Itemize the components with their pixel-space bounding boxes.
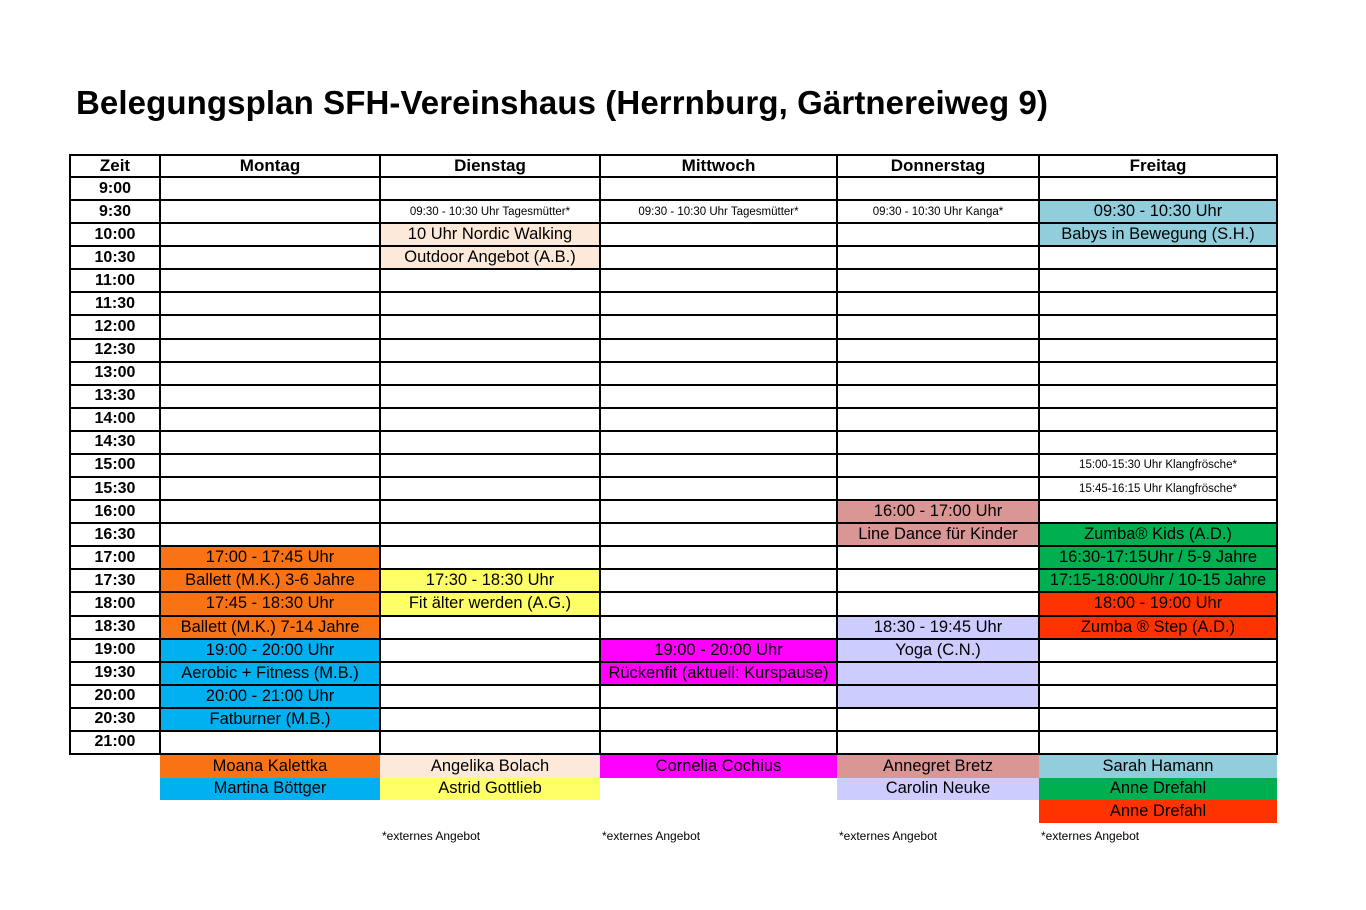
grid-row-line bbox=[70, 338, 1278, 340]
legend-carolin-neuke: Carolin Neuke bbox=[837, 778, 1039, 801]
footnote-external: *externes Angebot bbox=[602, 829, 701, 843]
legend-sarah-hamann: Sarah Hamann bbox=[1039, 755, 1277, 778]
block-line: Babys in Bewegung (S.H.) bbox=[1061, 225, 1255, 244]
block-line: 10 Uhr Nordic Walking bbox=[407, 225, 573, 244]
grid-row-line bbox=[70, 245, 1278, 247]
footnote-external: *externes Angebot bbox=[839, 829, 938, 843]
small-entry: 15:00-15:30 Uhr Klangfrösche* bbox=[1079, 459, 1237, 472]
grid-row-line bbox=[70, 384, 1278, 386]
block-line: Rückenfit (aktuell: Kurspause) bbox=[608, 663, 829, 682]
grid-column-line bbox=[599, 154, 601, 755]
time-label: 15:00 bbox=[94, 456, 136, 474]
small-entry: 15:45-16:15 Uhr Klangfrösche* bbox=[1079, 482, 1237, 495]
block-line: Fatburner (M.B.) bbox=[209, 709, 331, 728]
column-header-donnerstag: Donnerstag bbox=[890, 155, 986, 175]
time-label: 14:00 bbox=[94, 410, 136, 428]
block-line: 16:00 - 17:00 Uhr bbox=[873, 502, 1003, 521]
block-line: 17:45 - 18:30 Uhr bbox=[205, 594, 335, 613]
column-header-zeit: Zeit bbox=[99, 155, 131, 175]
time-label: 16:00 bbox=[94, 502, 136, 520]
legend-martina-boettger: Martina Böttger bbox=[160, 778, 380, 801]
time-label: 13:00 bbox=[94, 364, 136, 382]
grid-row-line bbox=[70, 361, 1278, 363]
legend-astrid-gottlieb: Astrid Gottlieb bbox=[380, 778, 600, 801]
time-label: 18:30 bbox=[94, 618, 136, 636]
footnote-external: *externes Angebot bbox=[1041, 829, 1140, 843]
block-line: 18:30 - 19:45 Uhr bbox=[873, 617, 1003, 636]
grid-row-line bbox=[70, 661, 1278, 663]
time-label: 17:00 bbox=[94, 548, 136, 566]
grid-row-line bbox=[70, 615, 1278, 617]
block-line: Line Dance für Kinder bbox=[858, 525, 1018, 544]
legend-moana-kalettka: Moana Kalettka bbox=[160, 755, 380, 778]
grid-row-line bbox=[70, 522, 1278, 524]
block-line: Zumba® Kids (A.D.) bbox=[1084, 525, 1232, 544]
grid-row-line bbox=[70, 291, 1278, 293]
block-line: 18:00 - 19:00 Uhr bbox=[1093, 594, 1223, 613]
time-label: 14:30 bbox=[94, 433, 136, 451]
legend-angelika-bolach: Angelika Bolach bbox=[380, 755, 600, 778]
time-label: 10:00 bbox=[94, 225, 136, 243]
time-label: 9:00 bbox=[98, 179, 132, 197]
block-line: Zumba ® Step (A.D.) bbox=[1080, 617, 1236, 636]
time-label: 12:00 bbox=[94, 318, 136, 335]
grid-row-line bbox=[70, 730, 1278, 732]
time-label: 11:00 bbox=[94, 271, 136, 289]
block-line: Yoga (C.N.) bbox=[895, 640, 981, 659]
column-header-mittwoch: Mittwoch bbox=[681, 155, 756, 175]
block-line: Ballett (M.K.) 3-6 Jahre bbox=[185, 571, 355, 590]
grid-row-line bbox=[70, 430, 1278, 432]
time-label: 21:00 bbox=[94, 733, 136, 751]
time-label: 15:30 bbox=[94, 479, 136, 497]
column-header-freitag: Freitag bbox=[1129, 155, 1187, 175]
block-line: 19:00 - 20:00 Uhr bbox=[205, 640, 335, 659]
small-entry: 09:30 - 10:30 Uhr Tagesmütter* bbox=[409, 205, 571, 218]
time-label: 10:30 bbox=[94, 248, 136, 266]
block-line: 09:30 - 10:30 Uhr bbox=[1093, 202, 1223, 221]
grid-column-line bbox=[836, 154, 838, 755]
block-line: 17:15-18:00Uhr / 10-15 Jahre bbox=[1049, 571, 1267, 590]
time-label: 20:00 bbox=[94, 687, 136, 705]
footnote-external: *externes Angebot bbox=[382, 829, 481, 843]
column-header-montag: Montag bbox=[239, 155, 301, 175]
time-label: 20:30 bbox=[94, 710, 136, 728]
grid-row-line bbox=[70, 707, 1278, 709]
time-label: 16:30 bbox=[94, 525, 136, 543]
grid-row-line bbox=[70, 314, 1278, 316]
column-header-dienstag: Dienstag bbox=[454, 155, 526, 175]
schedule-block-zumba-kids-a-d bbox=[1039, 523, 1277, 592]
time-label: 9:30 bbox=[98, 202, 132, 220]
grid-row-line bbox=[70, 591, 1278, 593]
time-label: 17:30 bbox=[94, 571, 136, 589]
block-line: 17:00 - 17:45 Uhr bbox=[205, 548, 335, 567]
time-label: 19:30 bbox=[94, 664, 136, 682]
legend-anne-drefahl: Anne Drefahl bbox=[1039, 800, 1277, 823]
legend-annegret-bretz: Annegret Bretz bbox=[837, 755, 1039, 778]
grid-row-line bbox=[70, 568, 1278, 570]
page-title: Belegungsplan SFH-Vereinshaus (Herrnburg, Gärtnereiweg 9) bbox=[76, 84, 1049, 121]
block-line: 16:30-17:15Uhr / 5-9 Jahre bbox=[1058, 548, 1258, 567]
block-line: 20:00 - 21:00 Uhr bbox=[205, 686, 335, 705]
legend-cornelia-cochius: Cornelia Cochius bbox=[600, 755, 837, 778]
small-entry: 09:30 - 10:30 Uhr Tagesmütter* bbox=[638, 205, 799, 218]
block-line: 17:30 - 18:30 Uhr bbox=[425, 571, 555, 590]
time-label: 12:30 bbox=[94, 341, 136, 359]
time-label: 13:30 bbox=[94, 387, 136, 405]
grid-row-line bbox=[70, 638, 1278, 640]
legend-anne-drefahl: Anne Drefahl bbox=[1039, 778, 1277, 801]
grid-column-line bbox=[379, 154, 381, 755]
block-line: 19:00 - 20:00 Uhr bbox=[654, 640, 783, 659]
time-label: 19:00 bbox=[94, 641, 136, 659]
grid-row-line bbox=[70, 684, 1278, 686]
block-line: Outdoor Angebot (A.B.) bbox=[404, 248, 576, 267]
small-entry: 09:30 - 10:30 Uhr Kanga* bbox=[872, 205, 1004, 218]
grid-row-line bbox=[70, 407, 1278, 409]
grid-row-line bbox=[70, 268, 1278, 270]
block-line: Aerobic + Fitness (M.B.) bbox=[181, 663, 359, 682]
block-line: Fit älter werden (A.G.) bbox=[408, 594, 572, 613]
grid-row-line bbox=[70, 545, 1278, 547]
time-label: 18:00 bbox=[94, 594, 136, 612]
block-line: Ballett (M.K.) 7-14 Jahre bbox=[180, 617, 360, 636]
time-label: 11:30 bbox=[94, 294, 136, 312]
